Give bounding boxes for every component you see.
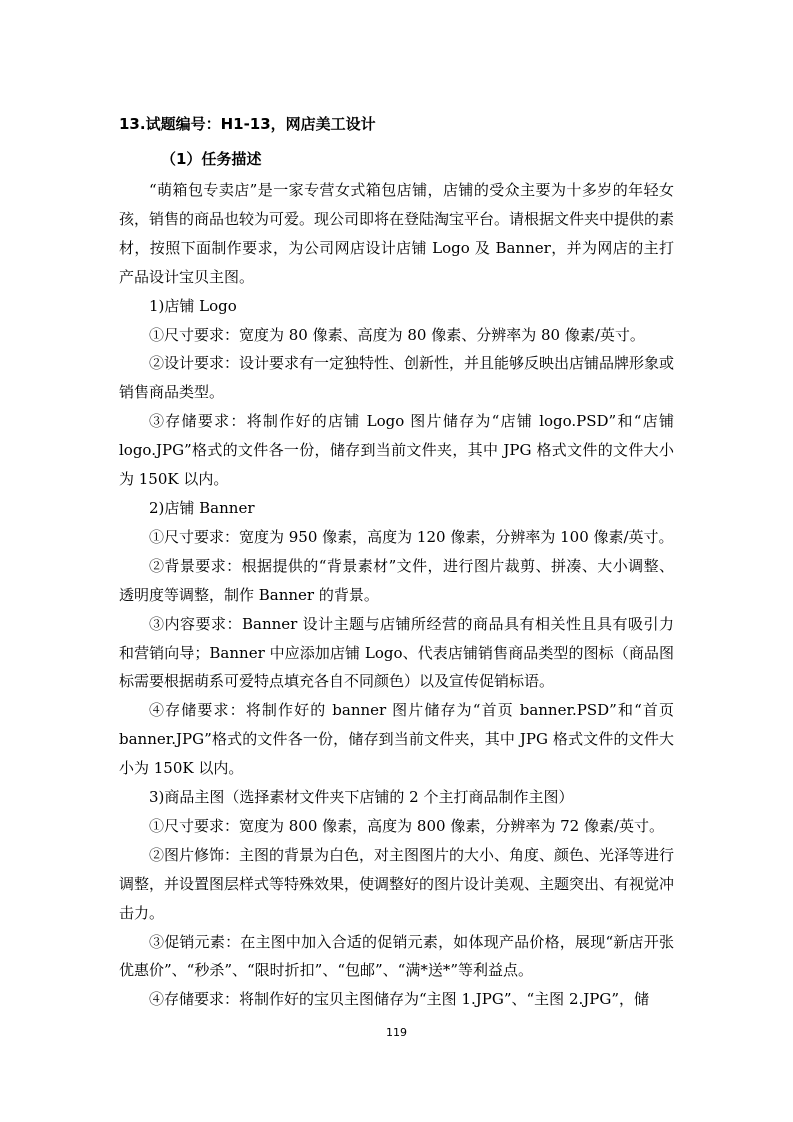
logo-size-requirement: ①尺寸要求：宽度为 80 像素、高度为 80 像素、分辨率为 80 像素/英寸。 [149, 325, 645, 344]
main-image-storage-requirement: ④存储要求：将制作好的宝贝主图储存为“主图 1.JPG”、“主图 2.JPG”，储 [149, 990, 650, 1009]
section-heading: 13.试题编号：H1-13，网店美工设计 [119, 115, 376, 133]
main-image-promo-requirement: ③促销元素：在主图中加入合适的促销元素，如体现产品价格，展现“新店开张优惠价”、“秒杀”、“限时折扣”、“包邮”、“满*送*”等利益点。 [119, 932, 674, 980]
logo-section-title: 1)店铺 Logo [149, 296, 237, 315]
logo-design-requirement: ②设计要求：设计要求有一定独特性、创新性，并且能够反映出店铺品牌形象或销售商品类型。 [119, 354, 675, 402]
banner-content-requirement: ③内容要求：Banner 设计主题与店铺所经营的商品具有相关性且具有吸引力和营销向导；Banner 中应添加店铺 Logo、代表店铺销售商品类型的图标（商品图标需要根据萌系可爱特点填充各自不同颜色）以及宣传促销标语。 [119, 614, 674, 691]
banner-section-title: 2)店铺 Banner [149, 498, 255, 517]
banner-size-requirement: ①尺寸要求：宽度为 950 像素，高度为 120 像素，分辨率为 100 像素/英寸。 [149, 527, 674, 546]
intro-paragraph: “萌箱包专卖店”是一家专营女式箱包店铺，店铺的受众主要为十多岁的年轻女孩，销售的商品也较为可爱。现公司即将在登陆淘宝平台。请根据文件夹中提供的素材，按照下面制作要求，为公司网店设计店铺 Logo 及 Banner，并为网店的主打产品设计宝贝主图。 [119, 181, 675, 286]
logo-storage-requirement: ③存储要求：将制作好的店铺 Logo 图片储存为“店铺 logo.PSD”和“店铺 logo.JPG”格式的文件各一份，储存到当前文件夹，其中 JPG 格式文件的文件大小为 150K 以内。 [119, 412, 674, 489]
main-image-section-title: 3)商品主图（选择素材文件夹下店铺的 2 个主打商品制作主图） [149, 788, 574, 807]
page-number: 119 [386, 1026, 407, 1039]
main-image-size-requirement: ①尺寸要求：宽度为 800 像素，高度为 800 像素，分辨率为 72 像素/英寸。 [149, 816, 665, 835]
banner-storage-requirement: ④存储要求：将制作好的 banner 图片储存为“首页 banner.PSD”和“首页 banner.JPG”格式的文件各一份，储存到当前文件夹，其中 JPG 格式文件的文件大小为 150K 以内。 [119, 701, 674, 778]
body-text [119, 176, 674, 1014]
main-image-retouch-requirement: ②图片修饰：主图的背景为白色，对主图图片的大小、角度、颜色、光泽等进行调整，并设置图层样式等特殊效果，使调整好的图片设计美观、主题突出、有视觉冲击力。 [119, 845, 675, 922]
task-description-heading: （1）任务描述 [161, 150, 262, 168]
banner-background-requirement: ②背景要求：根据提供的“背景素材”文件，进行图片裁剪、拼凑、大小调整、透明度等调整，制作 Banner 的背景。 [119, 556, 674, 604]
